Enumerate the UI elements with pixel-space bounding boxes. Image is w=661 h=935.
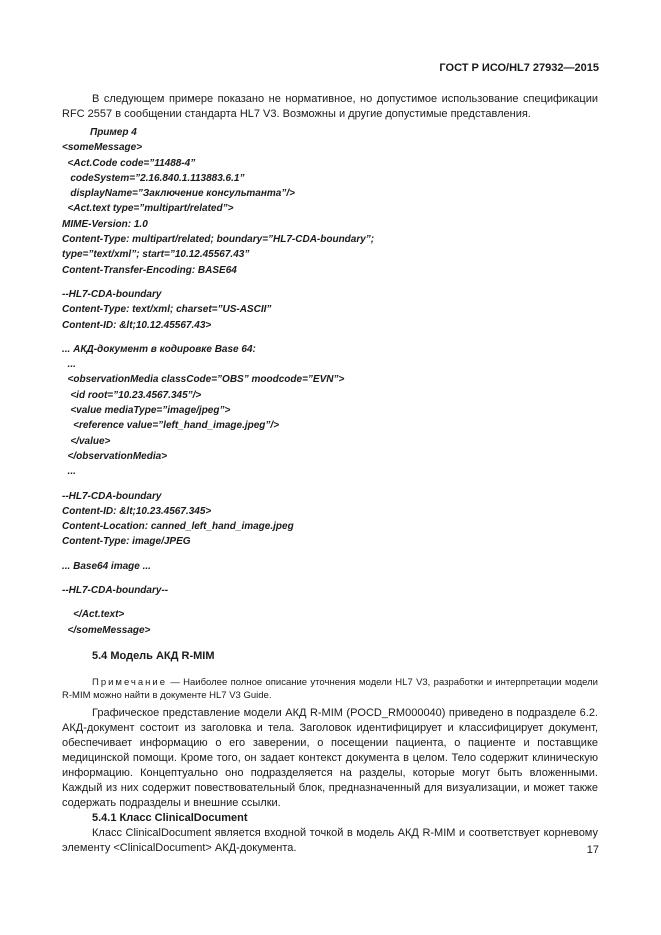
code-blank-line — [62, 598, 602, 607]
code-blank-line — [62, 480, 602, 489]
code-line: --HL7-CDA-boundary — [62, 490, 162, 502]
code-line: ... — [62, 359, 76, 371]
code-line: ... Base64 image ... — [62, 560, 151, 572]
code-line: Content-Type: text/xml; charset=”US-ASCII” — [62, 304, 272, 316]
code-lines — [62, 140, 602, 638]
code-line: Content-Type: image/JPEG — [62, 536, 191, 548]
code-line: </someMessage> — [62, 624, 151, 636]
section-title: 5.4 Модель АКД R-MIM — [92, 650, 215, 662]
document-header: ГОСТ Р ИСО/HL7 27932—2015 — [439, 62, 599, 74]
code-line: codeSystem=”2.16.840.1.113883.6.1” — [62, 172, 245, 184]
code-line: type=”text/xml”; start=”10.12.45567.43” — [62, 249, 250, 261]
note — [62, 676, 598, 702]
code-line: <id root=”10.23.4567.345”/> — [62, 389, 202, 401]
code-line: displayName=”Заключение консультанта”/> — [62, 188, 295, 200]
code-line: --HL7-CDA-boundary-- — [62, 585, 169, 597]
code-line: Content-Transfer-Encoding: BASE64 — [62, 264, 237, 276]
code-example — [62, 125, 602, 638]
code-line: Content-ID: &lt;10.12.45567.43> — [62, 319, 212, 331]
code-line: ... АКД-документ в кодировке Base 64: — [62, 343, 256, 355]
code-blank-line — [62, 333, 602, 342]
code-line: Content-Type: multipart/related; boundary=”HL7-CDA-boundary”; — [62, 234, 375, 246]
code-line: MIME-Version: 1.0 — [62, 218, 148, 230]
code-line: <Act.text type=”multipart/related”> — [62, 203, 234, 215]
note-label: Примечание — [92, 677, 167, 688]
code-line: <value mediaType=”image/jpeg”> — [62, 405, 231, 417]
intro-text: В следующем примере показано не нормативное, но допустимое использование спецификации RFC 2557 в сообщении стандарта HL7 V3. Возможны и другие допустимые представления. — [62, 93, 598, 120]
code-blank-line — [62, 550, 602, 559]
code-line: </value> — [62, 435, 111, 447]
example-label: Пример 4 — [90, 127, 137, 138]
code-line: </observationMedia> — [62, 450, 168, 462]
code-line: <observationMedia classCode=”OBS” moodcode=”EVN”> — [62, 374, 345, 386]
body-text — [62, 706, 598, 856]
code-line: <reference value=”left_hand_image.jpeg”/> — [62, 420, 280, 432]
intro-paragraph — [62, 92, 598, 122]
page-number: 17 — [586, 844, 599, 856]
code-blank-line — [62, 574, 602, 583]
code-blank-line — [62, 278, 602, 287]
note-text: — Наиболее полное описание уточнения модели HL7 V3, разработки и интерпретации модели R-MIM можно найти в документе HL7 V3 Guide. — [62, 677, 598, 701]
paragraph-1: Графическое представление модели АКД R-MIM (POCD_RM000040) приведено в подразделе 6.2. АКД-документ состоит из заголовка и тела. Заголовок идентифицирует и классифицирует документ, обеспечивает информацию о его заверении, о посещении пациента, о пациенте и поставщике медицинской помощи. Кроме того, он задает контекст документа в целом. Тело содержит клиническую информацию. Концептуально оно подразделяется на разделы, которые могут быть вложенными. Каждый из них содержит повествовательный блок, предназначенный для визуализации, и может также содержать подразделы и внешние ссылки. — [62, 707, 598, 809]
code-line: </Act.text> — [62, 609, 125, 621]
code-line: Content-ID: &lt;10.23.4567.345> — [62, 505, 212, 517]
code-line: ... — [62, 466, 76, 478]
code-line: <someMessage> — [62, 142, 143, 154]
paragraph-2: Класс ClinicalDocument является входной точкой в модель АКД R-MIM и соответствует корневому элементу <ClinicalDocument> АКД-документа. — [62, 827, 598, 854]
code-line: --HL7-CDA-boundary — [62, 288, 162, 300]
subsection-title: 5.4.1 Класс ClinicalDocument — [92, 812, 248, 824]
code-line: <Act.Code code=”11488-4” — [62, 157, 196, 169]
code-line: Content-Location: canned_left_hand_image.jpeg — [62, 521, 294, 533]
